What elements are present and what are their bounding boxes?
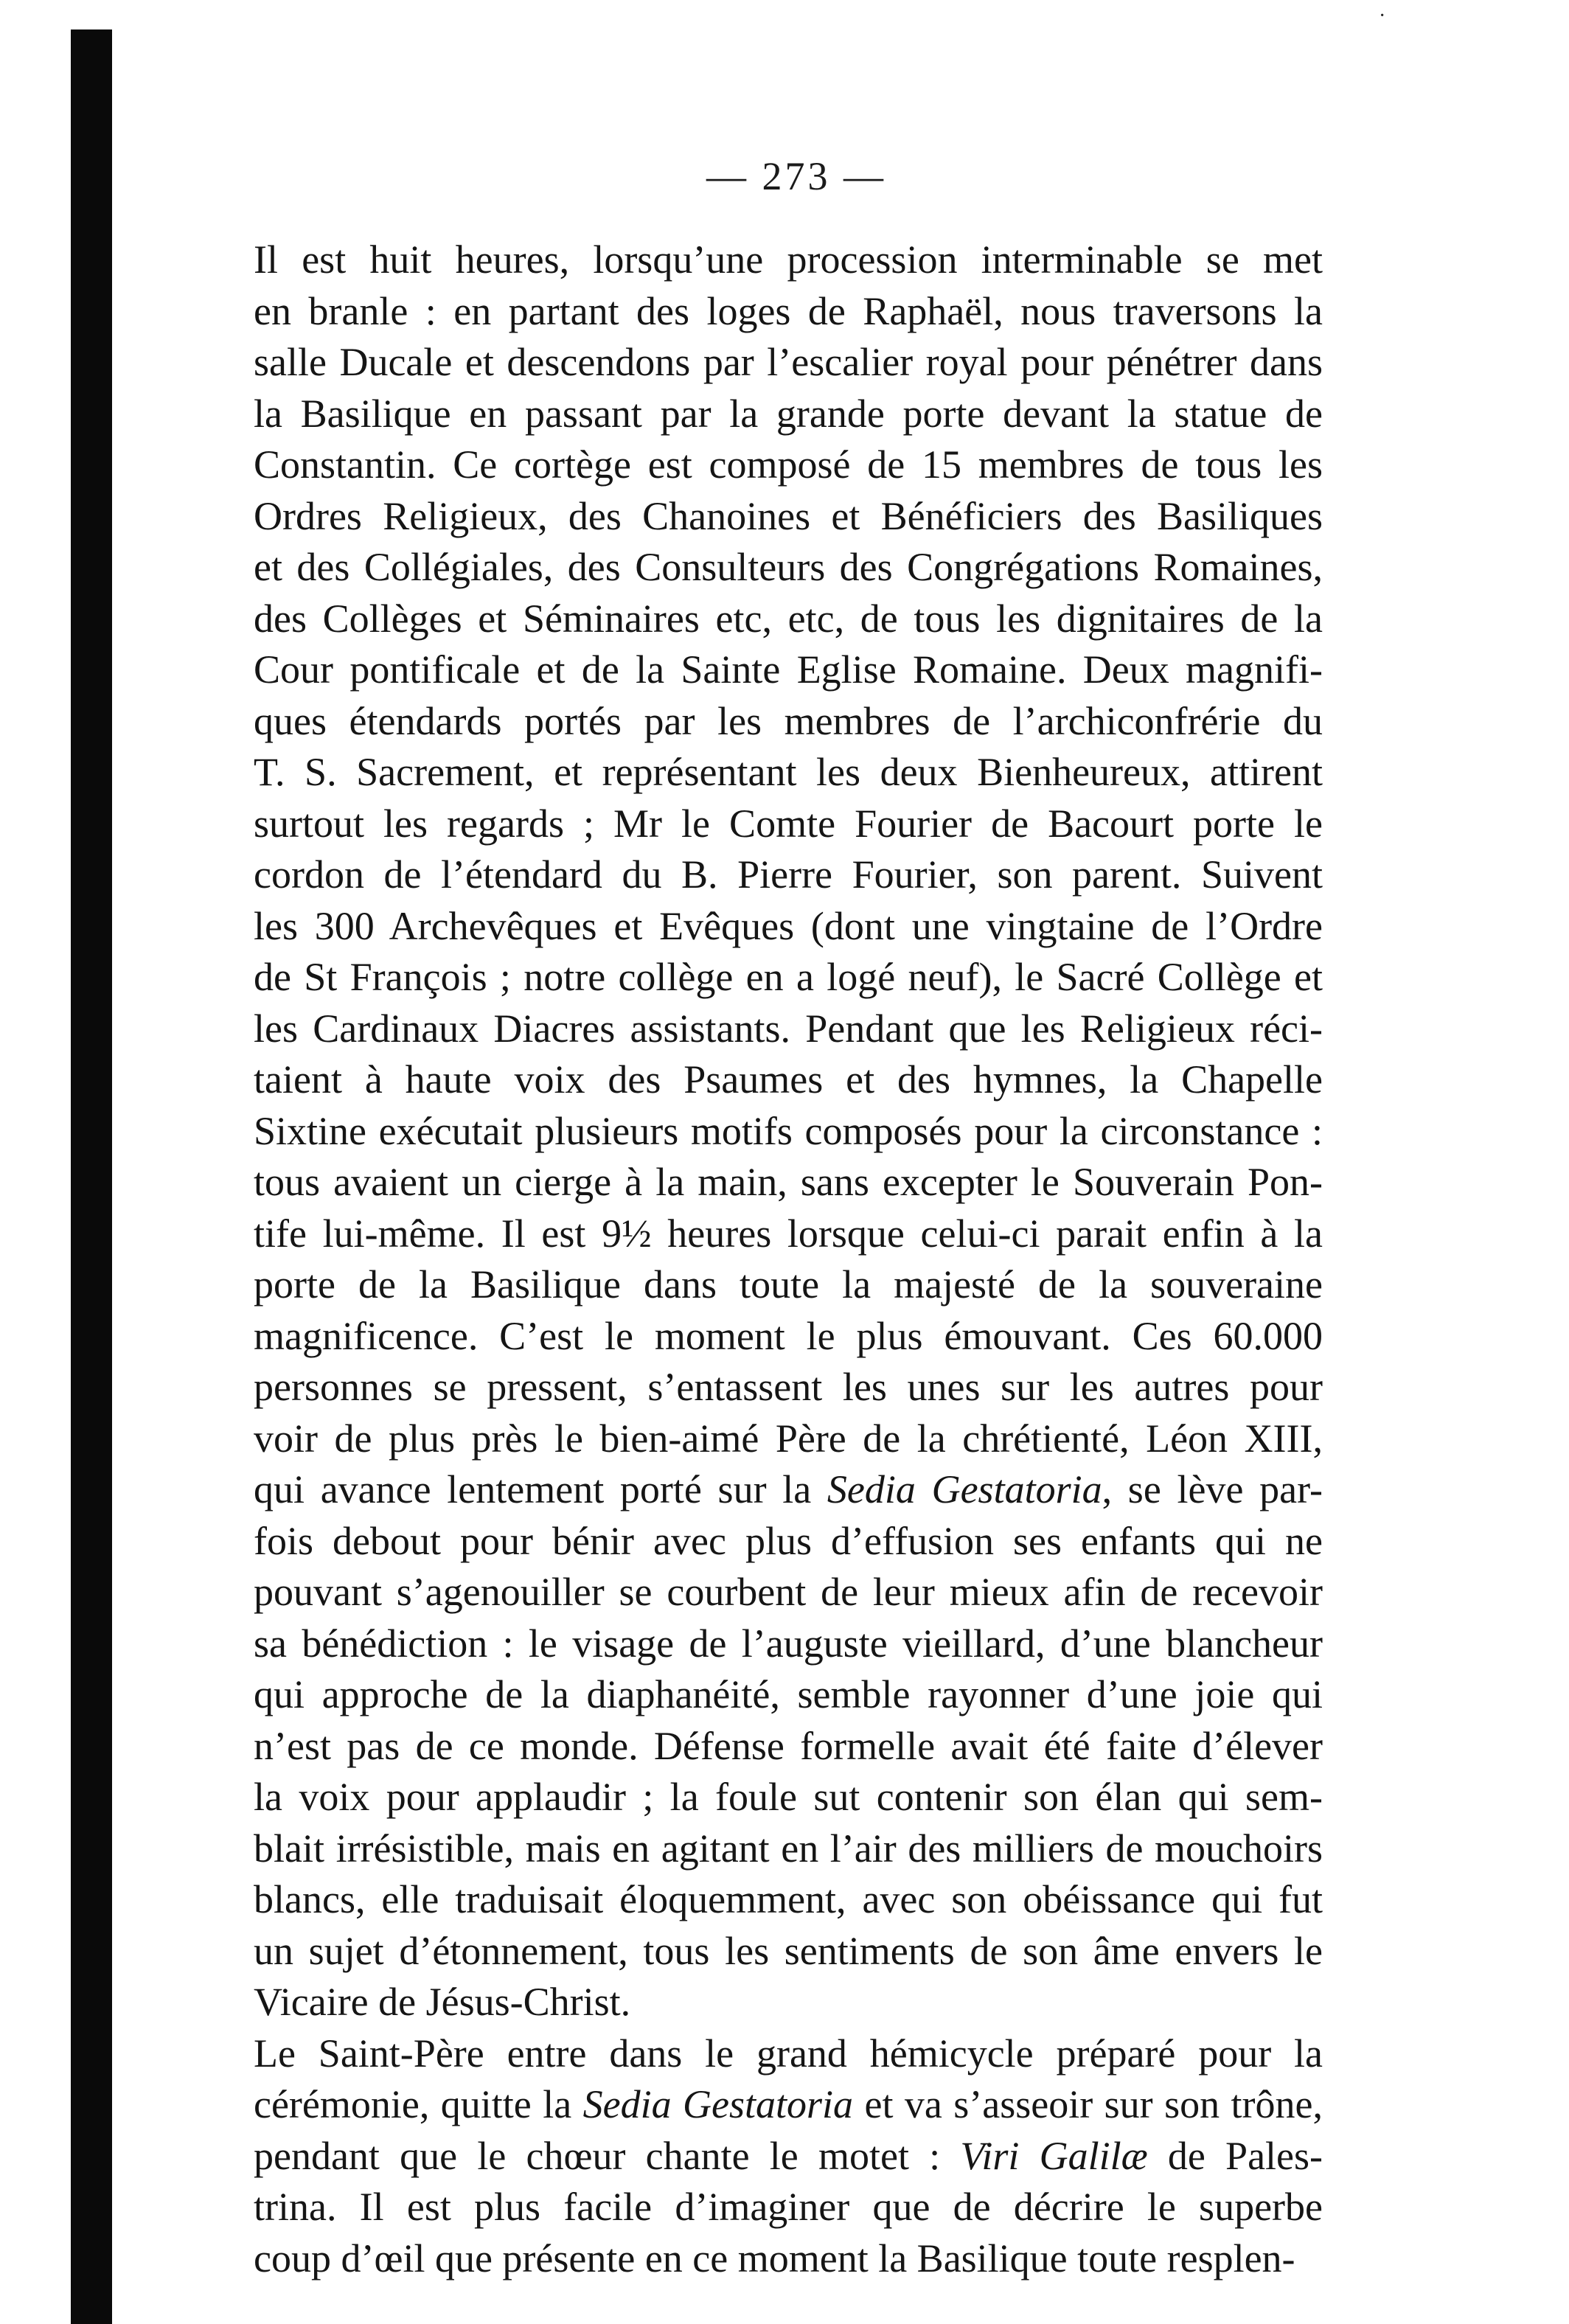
text-line: Sixtine exécutait plusieurs motifs composés pour la circonstance : [254,1108,1323,1153]
text-line: taient à haute voix des Psaumes et des hymnes, la Chapelle [254,1057,1323,1102]
paragraph-2 [254,2028,1323,2285]
text-line: Cour pontificale et de la Sainte Eglise Romaine. Deux magnifi- [254,647,1323,692]
text-line: tous avaient un cierge à la main, sans excepter le Souverain Pon- [254,1160,1323,1204]
text-line: qui avance lentement porté sur la Sedia Gestatoria, se lève par- [254,1467,1323,1511]
text-line: T. S. Sacrement, et représentant les deux Bienheureux, attirent [254,750,1323,794]
text-line: des Collèges et Séminaires etc, etc, de tous les dignitaires de la [254,596,1323,641]
text-line: Constantin. Ce cortège est composé de 15 membres de tous les [254,442,1323,487]
text-line: cordon de l’étendard du B. Pierre Fourier, son parent. Suivent [254,852,1323,897]
scan-speck: · [1379,4,1386,27]
text-line: qui approche de la diaphanéité, semble rayonner d’une joie qui [254,1672,1323,1716]
text-line: pendant que le chœur chante le motet : Viri Galilæ de Pales- [254,2133,1323,2178]
text-line: blancs, elle traduisait éloquemment, avec son obéissance qui fut [254,1877,1323,1921]
text-line: surtout les regards ; Mr le Comte Fourier de Bacourt porte le [254,801,1323,846]
text-line: n’est pas de ce monde. Défense formelle avait été faite d’élever [254,1723,1323,1768]
text-line: Le Saint-Père entre dans le grand hémicycle préparé pour la [254,2031,1323,2076]
page-number: — 273 — [706,154,886,198]
text-line: Ordres Religieux, des Chanoines et Bénéficiers des Basiliques [254,493,1323,538]
text-line: magnificence. C’est le moment le plus émouvant. Ces 60.000 [254,1313,1323,1358]
text-line: voir de plus près le bien-aimé Père de la chrétienté, Léon XIII, [254,1416,1323,1461]
text-line: de St François ; notre collège en a logé neuf), le Sacré Collège et [254,955,1323,999]
text-line: les 300 Archevêques et Evêques (dont une vingtaine de l’Ordre [254,903,1323,948]
text-line: en branle : en partant des loges de Raphaël, nous traversons la [254,288,1323,333]
text-line: fois debout pour bénir avec plus d’effusion ses enfants qui ne [254,1518,1323,1563]
text-line: un sujet d’étonnement, tous les sentiments de son âme envers le [254,1928,1323,1973]
text-line: et des Collégiales, des Consulteurs des Congrégations Romaines, [254,545,1323,589]
text-line: personnes se pressent, s’entassent les unes sur les autres pour [254,1365,1323,1409]
text-line: les Cardinaux Diacres assistants. Pendant que les Religieux réci- [254,1006,1323,1051]
body-text [254,234,1323,2284]
text-line: ques étendards portés par les membres de l’archiconfrérie du [254,698,1323,743]
text-line: salle Ducale et descendons par l’escalier royal pour pénétrer dans [254,340,1323,384]
text-line: blait irrésistible, mais en agitant en l’air des milliers de mouchoirs [254,1826,1323,1871]
text-line: pouvant s’agenouiller se courbent de leur mieux afin de recevoir [254,1570,1323,1614]
text-line: trina. Il est plus facile d’imaginer que de décrire le superbe [254,2185,1323,2229]
text-line: la Basilique en passant par la grande porte devant la statue de [254,391,1323,436]
text-line: la voix pour applaudir ; la foule sut contenir son élan qui sem- [254,1775,1323,1819]
text-line: coup d’œil que présente en ce moment la Basilique toute resplen- [254,2236,1295,2280]
paragraph-1 [254,234,1323,2028]
text-line: Vicaire de Jésus-Christ. [254,1980,631,2024]
text-line: cérémonie, quitte la Sedia Gestatoria et va s’asseoir sur son trône, [254,2082,1323,2126]
text-line: porte de la Basilique dans toute la majesté de la souveraine [254,1262,1323,1307]
text-line: tife lui-même. Il est 9½ heures lorsque celui-ci parait enfin à la [254,1211,1323,1256]
text-line: sa bénédiction : le visage de l’auguste vieillard, d’une blancheur [254,1621,1323,1666]
text-line: Il est huit heures, lorsqu’une procession interminable se met [254,237,1323,282]
scan-binding-edge [71,29,112,2324]
